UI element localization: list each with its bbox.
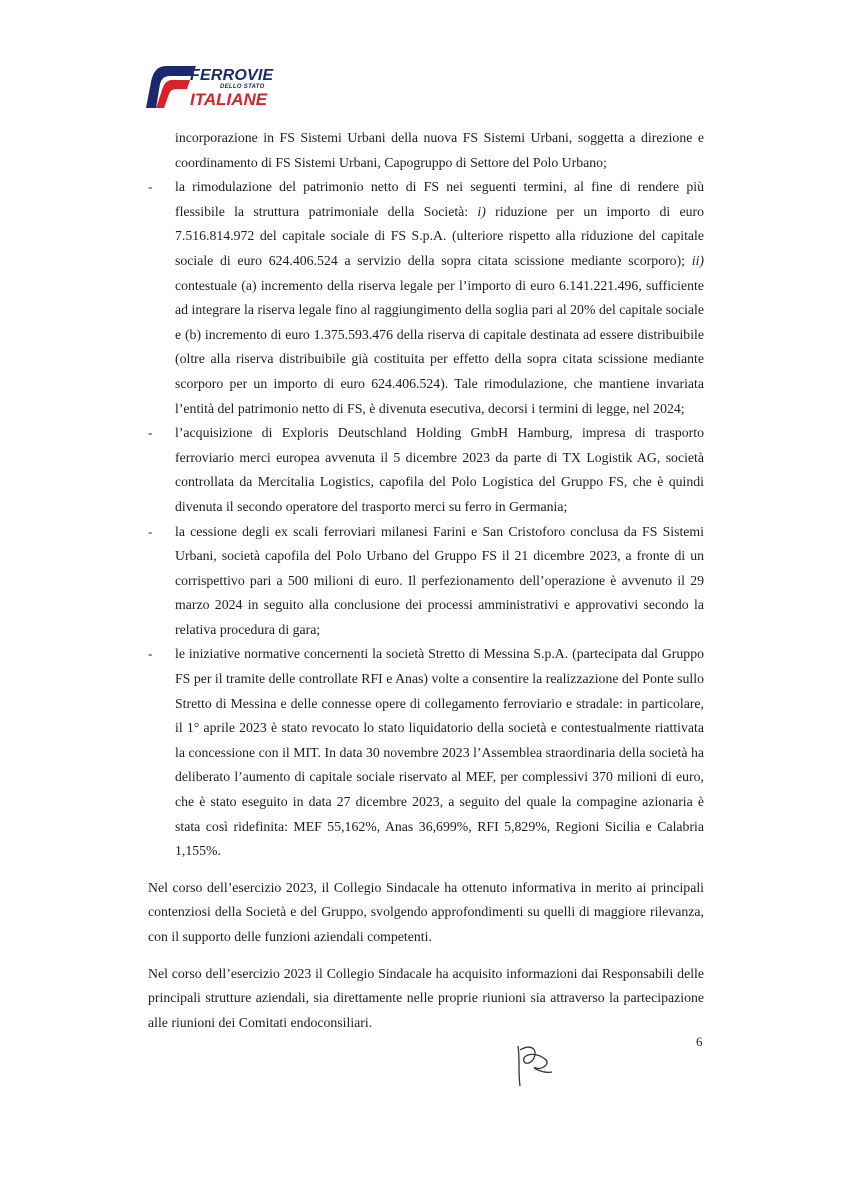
logo-line-ferrovie: FERROVIE [190, 67, 274, 84]
fs-logo-mark-icon [146, 64, 196, 110]
bullet-continuation: incorporazione in FS Sistemi Urbani della nuova FS Sistemi Urbani, soggetta a direzione e coordinamento di FS Sistemi Urbani, Capogruppo di Settore del Polo Urbano; [175, 130, 704, 170]
document-body [148, 126, 704, 1035]
bullet-text: le iniziative normative concernenti la società Stretto di Messina S.p.A. (partecipata dal Gruppo FS per il tramite delle controllate RFI e Anas) volte a consentire la realizzazione del Ponte sullo Stretto di Messina e delle connesse opere di collegamento ferroviario e stradale: in particolare, il 1° aprile 2023 è stato revocato lo stato liquidatorio della società e contestualmente riattivata la concessione con il MIT. In data 30 novembre 2023 l’Assemblea straordinaria della società ha deliberato l’aumento di capitale sociale riservato al MEF, per complessivi 370 milioni di euro, che è stato eseguito in data 27 dicembre 2023, a seguito del quale la compagine azionaria è stata così ridefinita: MEF 55,162%, Anas 36,699%, RFI 5,829%, Regioni Sicilia e Calabria 1,155%. [175, 646, 704, 859]
paragraph: Nel corso dell’esercizio 2023 il Collegio Sindacale ha acquisito informazioni dai Responsabili delle principali strutture aziendali, sia direttamente nelle proprie riunioni sia attraverso la partecipazione alle riunioni dei Comitati endoconsiliari. [148, 965, 704, 1030]
paragraph: Nel corso dell’esercizio 2023, il Collegio Sindacale ha ottenuto informativa in merito ai principali contenziosi della Società e del Gruppo, svolgendo approfondimenti su quelli di maggiore rilevanza, con il supporto delle funzioni aziendali competenti. [148, 879, 704, 944]
bullet-text-pre: la rimodulazione del patrimonio netto di FS nei seguenti termini, al fine di rendere più flessibile la struttura patrimoniale della Società: [175, 179, 704, 219]
bullet-text-post: contestuale (a) incremento della riserva legale per l’importo di euro 6.141.221.496, sufficiente ad integrare la riserva legale fino al raggiungimento della soglia pari al 20% del capitale sociale e (b) incremento di euro 1.375.593.476 della riserva di capitale destinata ad essere distribuibile (oltre alla riserva distribuibile già costituita per effetto della sopra citata scissione mediante scorporo per un importo di euro 624.406.524). Tale rimodulazione, che mantiene invariata l’entità del patrimonio netto di FS, è divenuta esecutiva, decorsi i termini di legge, nel 2024; [175, 277, 704, 416]
logo-line-dello-stato: DELLO STATO [220, 84, 265, 90]
roman-marker: ii) [691, 252, 704, 268]
list-item [148, 175, 704, 421]
roman-marker: i) [477, 203, 486, 219]
bullet-dash: - [148, 425, 153, 441]
bullet-dash: - [148, 523, 153, 539]
bullet-dash: - [148, 646, 153, 662]
bullet-text: la cessione degli ex scali ferroviari milanesi Farini e San Cristoforo conclusa da FS Sistemi Urbani, società capofila del Polo Urbano del Gruppo FS il 21 dicembre 2023, a fronte di un corrispettivo pari a 500 milioni di euro. Il perfezionamento dell’operazione è avvenuto il 29 marzo 2024 in seguito alla conclusione dei processi amministrativi e approvativi secondo la relativa procedura di gara; [175, 523, 704, 637]
bullet-text-mid: riduzione per un importo di euro 7.516.814.972 del capitale sociale di FS S.p.A. (ulteriore rispetto alla riduzione del capitale sociale di euro 624.406.524 a servizio della sopra citata scissione mediante scorporo); [175, 203, 704, 268]
list-item [148, 421, 704, 519]
bullet-text: l’acquisizione di Exploris Deutschland Holding GmbH Hamburg, impresa di trasporto ferroviario merci europea avvenuta il 5 dicembre 2023 da parte di TX Logistik AG, società controllata da Mercitalia Logistics, capofila del Polo Logistica del Gruppo FS, che è quindi divenuta il secondo operatore del trasporto merci su ferro in Germania; [175, 425, 704, 514]
bullet-dash: - [148, 179, 153, 195]
logo-wordmark [190, 68, 273, 108]
bullet-list [148, 175, 704, 864]
list-item [148, 642, 704, 863]
logo-line-italiane: ITALIANE [190, 90, 268, 109]
ferrovie-logo [146, 64, 306, 116]
handwritten-initials-signature [512, 1040, 556, 1094]
list-item [148, 520, 704, 643]
page-number: 6 [696, 1034, 703, 1049]
